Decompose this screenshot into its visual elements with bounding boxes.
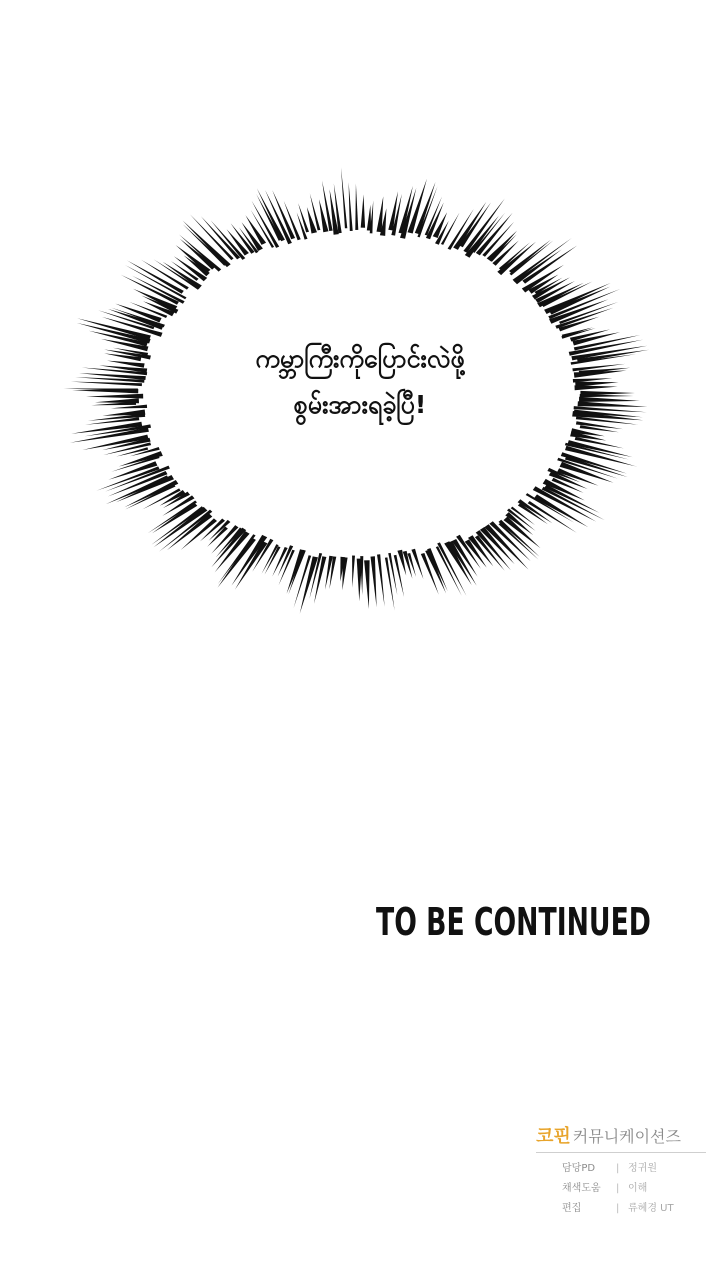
burst-spike bbox=[95, 398, 139, 403]
burst-spike bbox=[349, 182, 353, 231]
burst-spike bbox=[377, 554, 385, 606]
publisher-logo bbox=[536, 1124, 714, 1150]
burst-spike bbox=[86, 394, 143, 399]
credit-name: 정귀원 bbox=[628, 1163, 657, 1174]
credit-name: 류혜경 UT bbox=[628, 1203, 674, 1214]
credit-name: 이해 bbox=[628, 1183, 648, 1194]
credit-row bbox=[536, 1199, 714, 1219]
burst-spike bbox=[207, 527, 228, 547]
speech-line-1: ကမ္ဘာကြီးကိုပြောင်းလဲဖို့ bbox=[255, 344, 465, 373]
credit-role: 편집 bbox=[562, 1203, 582, 1214]
publisher-logo-text: 커뮤니케이션즈 bbox=[572, 1127, 681, 1146]
burst-spike bbox=[441, 213, 460, 245]
burst-spike bbox=[411, 549, 423, 579]
credit-role: 채색도움 bbox=[562, 1183, 601, 1194]
burst-spike bbox=[235, 541, 268, 589]
burst-spike bbox=[580, 391, 635, 396]
burst-spike bbox=[103, 410, 146, 416]
burst-spike bbox=[385, 557, 395, 610]
credit-row bbox=[536, 1159, 714, 1179]
burst-spike bbox=[357, 559, 362, 602]
burst-spike bbox=[298, 203, 309, 232]
burst-spike bbox=[341, 168, 347, 229]
credits-block bbox=[536, 1124, 714, 1219]
burst-spike bbox=[568, 440, 633, 457]
burst-spike bbox=[565, 456, 628, 477]
burst-spike bbox=[111, 405, 147, 409]
credit-role: 담당PD bbox=[562, 1163, 596, 1174]
speech-line-2: စွမ်းအားရခဲ့ပြီ! bbox=[293, 390, 427, 419]
burst-spike bbox=[579, 397, 640, 402]
burst-spike bbox=[513, 238, 572, 282]
burst-spike bbox=[127, 260, 184, 294]
publisher-logo-accent: 코핀 bbox=[536, 1126, 571, 1147]
credit-row bbox=[536, 1179, 714, 1199]
burst-spike bbox=[575, 385, 618, 390]
burst-spike bbox=[476, 213, 513, 256]
credit-separator: | bbox=[616, 1203, 620, 1214]
burst-spike bbox=[578, 401, 648, 407]
burst-spike bbox=[71, 382, 142, 387]
burst-spike bbox=[364, 560, 370, 609]
speech-bubble-text bbox=[180, 336, 540, 428]
to-be-continued-label: TO BE CONTINUED bbox=[376, 900, 651, 944]
credit-separator: | bbox=[616, 1183, 620, 1194]
burst-spike bbox=[352, 556, 355, 588]
speech-burst bbox=[60, 150, 660, 640]
burst-spike bbox=[300, 556, 318, 613]
burst-spike bbox=[499, 520, 540, 557]
divider bbox=[536, 1152, 706, 1153]
burst-spike bbox=[361, 195, 365, 228]
credit-separator: | bbox=[616, 1163, 620, 1174]
burst-spike bbox=[287, 549, 306, 593]
burst-spike bbox=[371, 556, 377, 607]
burst-spike bbox=[265, 546, 281, 574]
burst-spike bbox=[355, 184, 358, 231]
